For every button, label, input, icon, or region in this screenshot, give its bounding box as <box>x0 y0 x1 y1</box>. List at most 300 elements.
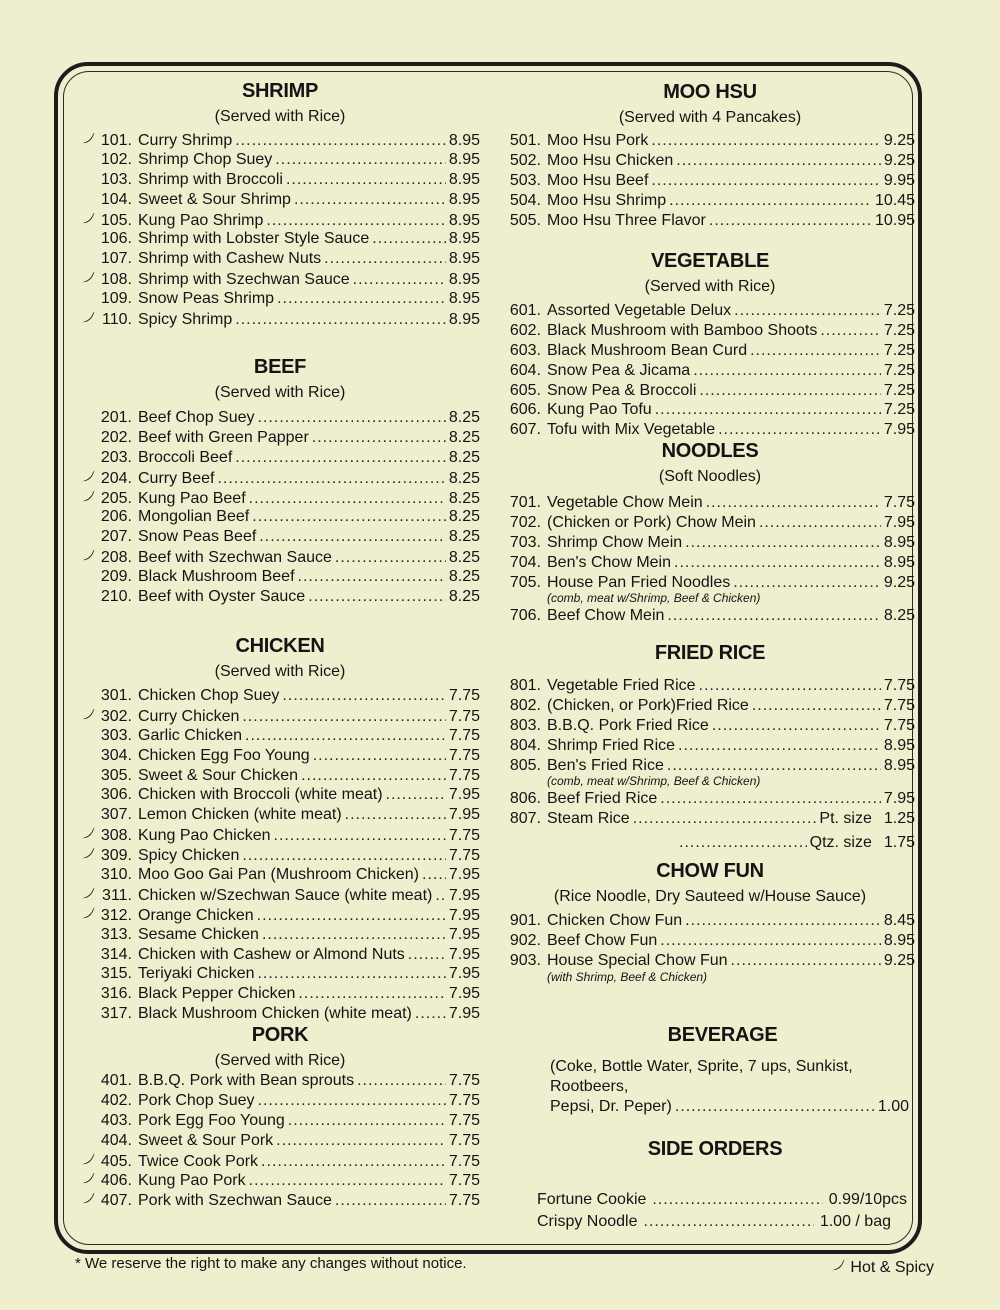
section-chow-fun <box>505 860 915 986</box>
item-name: Curry Shrimp <box>138 132 233 149</box>
item-name: Shrimp with Cashew Nuts <box>138 250 322 268</box>
item-price: 7.75 <box>448 1152 480 1170</box>
item-price: 10.45 <box>874 191 915 209</box>
leader-dots <box>734 302 881 320</box>
leader-dots <box>257 907 446 925</box>
item-price: 7.95 <box>448 906 480 924</box>
item-number: 311. <box>102 886 132 904</box>
item-name: Moo Goo Gai Pan (Mushroom Chicken) <box>138 866 419 884</box>
leader-dots <box>345 806 446 824</box>
pepper-icon <box>80 131 96 150</box>
item-price: 1.25 <box>883 810 915 828</box>
item-name: Black Pepper Chicken <box>138 985 296 1003</box>
item-number: 501. <box>509 132 541 149</box>
section-title: MOO HSU <box>663 81 757 103</box>
item-number: 702. <box>509 513 541 531</box>
item-price: 8.25 <box>448 508 480 526</box>
leader-dots <box>651 172 880 190</box>
item-price: 7.25 <box>883 381 915 399</box>
menu-item <box>505 342 915 362</box>
item-price: 8.95 <box>883 931 915 949</box>
item-name: Vegetable Fried Rice <box>547 677 696 694</box>
item-price: 7.75 <box>883 677 915 694</box>
item-number: 303. <box>100 726 132 744</box>
item-name: Sweet & Sour Pork <box>138 1131 274 1149</box>
item-number: 108. <box>100 271 132 289</box>
item-list <box>505 677 915 854</box>
menu-item <box>80 727 480 747</box>
leader-dots <box>235 449 446 467</box>
item-list <box>80 687 480 1025</box>
item-number: 205. <box>100 489 132 507</box>
item-list <box>505 912 915 986</box>
leader-dots <box>235 132 446 150</box>
item-price: 7.95 <box>448 866 480 884</box>
leader-dots <box>706 494 881 512</box>
item-number: 207. <box>100 528 132 546</box>
section-noodles <box>505 440 915 627</box>
item-number: 807. <box>509 810 541 828</box>
leader-dots <box>676 152 881 170</box>
item-name: Shrimp Chop Suey <box>138 150 273 168</box>
item-name: Kung Pao Beef <box>138 489 246 507</box>
item-name: Chicken Chop Suey <box>138 687 280 704</box>
leader-dots <box>408 946 446 964</box>
section-title: PORK <box>251 1024 309 1046</box>
pepper-icon <box>80 707 96 726</box>
beverage-line-2 <box>550 1097 909 1117</box>
item-name: Beef Chow Fun <box>547 931 658 949</box>
item-name: Beef with Green Papper <box>138 428 309 446</box>
item-number: 801. <box>509 677 541 694</box>
item-price: 7.75 <box>448 1172 480 1190</box>
item-number: 402. <box>100 1091 132 1109</box>
item-name: B.B.Q. Pork Fried Rice <box>547 716 709 734</box>
item-name: Vegetable Chow Mein <box>547 494 703 511</box>
item-price: 7.75 <box>883 494 915 511</box>
menu-item <box>505 677 915 697</box>
beverage-price: 1.00 <box>877 1098 909 1115</box>
item-note: (with Shrimp, Beef & Chicken) <box>547 969 708 984</box>
section-beverage <box>530 1024 915 1117</box>
menu-item <box>80 191 480 211</box>
menu-item <box>80 250 480 270</box>
leader-dots <box>667 607 880 625</box>
item-list <box>505 132 915 231</box>
section-pork <box>80 1024 480 1211</box>
item-price: 7.95 <box>448 985 480 1003</box>
item-name: Curry Beef <box>138 469 215 487</box>
leader-dots <box>249 1172 446 1190</box>
item-number: 706. <box>509 607 541 625</box>
item-price: 8.25 <box>883 607 915 625</box>
item-name: Pork with Szechwan Sauce <box>138 1192 332 1210</box>
item-name: Sesame Chicken <box>138 925 259 943</box>
menu-item <box>80 270 480 290</box>
item-number: 107. <box>100 250 132 268</box>
beverage-list <box>530 1057 915 1117</box>
leader-dots <box>259 528 446 546</box>
item-number: 603. <box>509 341 541 359</box>
item-price: 7.95 <box>448 806 480 824</box>
item-name: Chicken w/Szechwan Sauce (white meat) <box>138 886 433 904</box>
leader-dots <box>643 1213 813 1231</box>
item-price: 7.95 <box>448 1005 480 1023</box>
section-shrimp <box>80 80 480 330</box>
item-price: 9.25 <box>883 573 915 591</box>
leader-dots <box>312 429 446 447</box>
item-number: 705. <box>509 573 541 591</box>
item-name: Chicken with Cashew or Almond Nuts <box>138 945 405 963</box>
item-number: 316. <box>100 985 132 1003</box>
menu-item <box>80 230 480 250</box>
pepper-icon <box>830 1259 850 1276</box>
item-note: (comb, meat w/Shrimp, Beef & Chicken) <box>547 774 761 789</box>
leader-dots <box>294 191 446 209</box>
pepper-icon <box>80 310 96 329</box>
pepper-icon <box>80 270 96 289</box>
item-price: 9.25 <box>883 132 915 149</box>
item-price: 8.25 <box>448 428 480 446</box>
item-name: Beef Chow Mein <box>547 607 665 625</box>
item-price: 7.95 <box>883 513 915 531</box>
item-size: Pt. size <box>819 810 872 828</box>
legend-label: Hot & Spicy <box>850 1259 934 1276</box>
menu-item <box>80 1005 480 1025</box>
item-number: 704. <box>509 553 541 571</box>
menu-item <box>505 212 915 232</box>
item-number: 605. <box>509 381 541 399</box>
item-number: 302. <box>100 707 132 725</box>
item-price: 9.25 <box>883 951 915 969</box>
item-name: Moo Hsu Three Flavor <box>547 211 706 229</box>
menu-item <box>80 151 480 171</box>
item-name: Broccoli Beef <box>138 448 233 466</box>
menu-item <box>80 1072 480 1092</box>
item-price: 7.75 <box>448 1131 480 1149</box>
item-name: Steam Rice <box>547 810 630 828</box>
leader-dots <box>435 887 446 905</box>
side-order-item <box>505 1191 915 1213</box>
item-price: 8.95 <box>448 290 480 308</box>
menu-item <box>80 489 480 509</box>
item-price: 8.95 <box>448 271 480 289</box>
menu-item <box>505 322 915 342</box>
item-price: 8.25 <box>448 409 480 426</box>
leader-dots <box>733 574 881 592</box>
menu-item <box>80 1191 480 1211</box>
leader-dots <box>242 708 446 726</box>
pepper-icon <box>80 826 96 845</box>
item-name: Spicy Shrimp <box>138 311 233 329</box>
menu-item <box>80 409 480 429</box>
item-price: 7.75 <box>448 827 480 845</box>
item-price: 7.25 <box>883 302 915 319</box>
item-name: Snow Peas Beef <box>138 528 257 546</box>
item-price: 7.75 <box>448 707 480 725</box>
item-name: Chicken with Broccoli (white meat) <box>138 786 383 804</box>
item-number: 701. <box>509 494 541 511</box>
item-price: 7.75 <box>448 766 480 784</box>
leader-dots <box>235 311 446 329</box>
section-subtitle: (Served with Rice) <box>214 663 346 680</box>
menu-item <box>80 568 480 588</box>
section-moo-hsu <box>505 81 915 231</box>
item-name: Assorted Vegetable Delux <box>547 302 732 319</box>
item-number: 505. <box>509 211 541 229</box>
pepper-icon <box>80 906 96 925</box>
menu-item <box>505 494 915 514</box>
leader-dots <box>712 717 881 735</box>
menu-item <box>80 429 480 449</box>
item-name: Spicy Chicken <box>138 847 240 865</box>
item-name: (Chicken, or Pork)Fried Rice <box>547 696 749 714</box>
menu-item <box>80 906 480 926</box>
item-price: 8.95 <box>448 170 480 188</box>
leader-dots <box>660 932 881 950</box>
beverage-line-2-text: Pepsi, Dr. Peper) <box>550 1098 672 1115</box>
item-price: 8.95 <box>448 230 480 248</box>
item-list <box>80 409 480 608</box>
section-title: BEEF <box>253 356 307 378</box>
menu-item <box>80 806 480 826</box>
item-price: 9.25 <box>883 151 915 169</box>
section-title: CHOW FUN <box>656 860 764 882</box>
menu-item <box>505 401 915 421</box>
item-price: 7.25 <box>883 361 915 379</box>
menu-item <box>505 952 915 972</box>
leader-dots <box>685 912 881 930</box>
item-number: 104. <box>100 190 132 208</box>
menu-item <box>80 926 480 946</box>
leader-dots <box>286 171 446 189</box>
item-name: Twice Cook Pork <box>138 1152 259 1170</box>
menu-item <box>80 171 480 191</box>
item-name: Kung Pao Pork <box>138 1172 246 1190</box>
item-name: Shrimp with Lobster Style Sauce <box>138 230 370 248</box>
menu-item <box>505 534 915 554</box>
section-side-orders <box>505 1138 915 1235</box>
leader-dots <box>298 568 446 586</box>
side-order-item <box>505 1213 915 1235</box>
pepper-icon <box>80 886 96 905</box>
leader-dots <box>731 952 881 970</box>
item-number: 308. <box>100 827 132 845</box>
leader-dots <box>699 677 881 695</box>
beverage-line-1: (Coke, Bottle Water, Sprite, 7 ups, Sunkist, Rootbeers, <box>550 1058 853 1095</box>
leader-dots <box>699 382 880 400</box>
item-number: 313. <box>100 925 132 943</box>
menu-item <box>505 790 915 810</box>
item-name: Snow Peas Shrimp <box>138 290 275 308</box>
item-name: Tofu with Mix Vegetable <box>547 421 716 439</box>
item-price: 9.95 <box>883 171 915 189</box>
item-number: 101. <box>100 132 132 149</box>
section-title: SHRIMP <box>242 80 318 102</box>
item-name: B.B.Q. Pork with Bean sprouts <box>138 1072 355 1089</box>
section-subtitle: (Served with Rice) <box>214 1052 346 1069</box>
item-number: 502. <box>509 151 541 169</box>
item-price: 7.75 <box>448 1192 480 1210</box>
leader-dots <box>685 534 881 552</box>
item-number: 607. <box>509 421 541 439</box>
item-price: 7.25 <box>883 321 915 339</box>
menu-item <box>505 912 915 932</box>
leader-dots <box>266 212 445 230</box>
item-name: Moo Hsu Pork <box>547 132 649 149</box>
pepper-icon <box>80 846 96 865</box>
menu-item <box>80 528 480 548</box>
item-name: Moo Hsu Beef <box>547 171 649 189</box>
side-order-list <box>505 1191 915 1235</box>
item-number: 602. <box>509 321 541 339</box>
leader-dots <box>301 767 446 785</box>
menu-item <box>80 508 480 528</box>
item-name: Shrimp Fried Rice <box>547 736 676 754</box>
leader-dots <box>324 250 446 268</box>
item-number: 805. <box>509 756 541 774</box>
leader-dots <box>386 786 446 804</box>
leader-dots <box>422 866 446 884</box>
item-name: Shrimp with Szechwan Sauce <box>138 271 350 289</box>
item-price: 7.75 <box>448 1072 480 1089</box>
item-price: 8.95 <box>883 736 915 754</box>
item-number: 301. <box>100 687 132 704</box>
menu-item <box>80 687 480 707</box>
menu-item <box>505 152 915 172</box>
item-name: Crispy Noodle <box>537 1213 638 1230</box>
leader-dots <box>249 490 446 508</box>
section-fried-rice <box>505 642 915 854</box>
item-price: 7.25 <box>883 401 915 419</box>
item-price: 7.95 <box>448 925 480 943</box>
item-number: 315. <box>100 965 132 983</box>
menu-item <box>80 1152 480 1172</box>
item-price: 8.95 <box>448 250 480 268</box>
leader-dots <box>675 1097 875 1117</box>
leader-dots <box>752 697 881 715</box>
leader-dots <box>252 508 446 526</box>
item-name: Shrimp with Broccoli <box>138 170 283 188</box>
item-size: Qtz. size <box>809 834 872 852</box>
item-number: 903. <box>509 951 541 969</box>
section-vegetable <box>505 250 915 441</box>
menu-item <box>80 747 480 767</box>
item-number: 901. <box>509 912 541 929</box>
item-name: Pork Chop Suey <box>138 1091 255 1109</box>
item-number: 803. <box>509 716 541 734</box>
item-price: 8.25 <box>448 568 480 586</box>
item-number: 103. <box>100 170 132 188</box>
item-price: 8.45 <box>883 912 915 929</box>
item-price: 7.75 <box>448 687 480 704</box>
item-price: 8.95 <box>448 211 480 229</box>
item-price: 7.75 <box>448 726 480 744</box>
menu-item <box>505 737 915 757</box>
section-subtitle: (Served with Rice) <box>214 108 346 125</box>
item-name: Teriyaki Chicken <box>138 965 255 983</box>
item-price: 7.95 <box>883 421 915 439</box>
leader-dots <box>633 810 817 828</box>
leader-dots <box>258 409 446 427</box>
item-price: 8.95 <box>883 553 915 571</box>
item-note: (comb, meat w/Shrimp, Beef & Chicken) <box>547 591 761 606</box>
item-name: Snow Pea & Broccoli <box>547 381 697 399</box>
leader-dots <box>660 790 881 808</box>
item-list <box>505 494 915 627</box>
item-number: 209. <box>100 568 132 586</box>
leader-dots <box>217 470 445 488</box>
hot-spicy-legend <box>830 1258 934 1277</box>
item-number: 314. <box>100 945 132 963</box>
item-price: 7.95 <box>448 886 480 904</box>
item-number: 806. <box>509 790 541 808</box>
leader-dots <box>669 192 872 210</box>
menu-item <box>80 449 480 469</box>
leader-dots <box>242 847 445 865</box>
item-price: 8.95 <box>448 311 480 329</box>
item-number: 404. <box>100 1131 132 1149</box>
item-price: 7.75 <box>448 1091 480 1109</box>
item-name: Mongolian Beef <box>138 508 250 526</box>
menu-item <box>505 421 915 441</box>
menu-item <box>80 886 480 906</box>
item-number: 503. <box>509 171 541 189</box>
leader-dots <box>298 985 445 1003</box>
pepper-icon <box>80 1152 96 1171</box>
item-number: 105. <box>100 211 132 229</box>
item-price: 7.95 <box>448 965 480 983</box>
menu-item <box>505 607 915 627</box>
item-name: Sweet & Sour Shrimp <box>138 190 291 208</box>
menu-item <box>80 310 480 330</box>
item-name: Orange Chicken <box>138 906 254 924</box>
item-number: 401. <box>100 1072 132 1089</box>
leader-dots <box>357 1072 446 1090</box>
menu-item <box>80 985 480 1005</box>
item-number: 304. <box>100 746 132 764</box>
item-name: House Special Chow Fun <box>547 951 728 969</box>
item-name: Black Mushroom Bean Curd <box>547 341 748 359</box>
leader-dots <box>313 747 446 765</box>
menu-item <box>505 514 915 534</box>
item-number: 606. <box>509 401 541 419</box>
menu-item <box>505 697 915 717</box>
item-name: (Chicken or Pork) Chow Mein <box>547 513 756 531</box>
section-subtitle: (Served with 4 Pancakes) <box>618 109 802 126</box>
menu-item <box>505 834 915 854</box>
menu-item <box>80 211 480 231</box>
item-number: 307. <box>100 806 132 824</box>
leader-dots <box>709 212 872 230</box>
section-title: VEGETABLE <box>650 250 770 272</box>
menu-item <box>80 1132 480 1152</box>
item-price: 7.75 <box>448 1111 480 1129</box>
item-number: 312. <box>100 906 132 924</box>
menu-item <box>80 588 480 608</box>
item-price: 10.95 <box>874 211 915 229</box>
leader-dots <box>759 514 881 532</box>
item-number: 206. <box>100 508 132 526</box>
section-title: FRIED RICE <box>654 642 766 664</box>
item-name: Beef Chop Suey <box>138 409 255 426</box>
item-list <box>80 131 480 330</box>
menu-item <box>505 554 915 574</box>
item-number: 405. <box>100 1152 132 1170</box>
item-number: 504. <box>509 191 541 209</box>
menu-item <box>80 707 480 727</box>
disclaimer-note: * We reserve the right to make any changes without notice. <box>75 1255 467 1272</box>
